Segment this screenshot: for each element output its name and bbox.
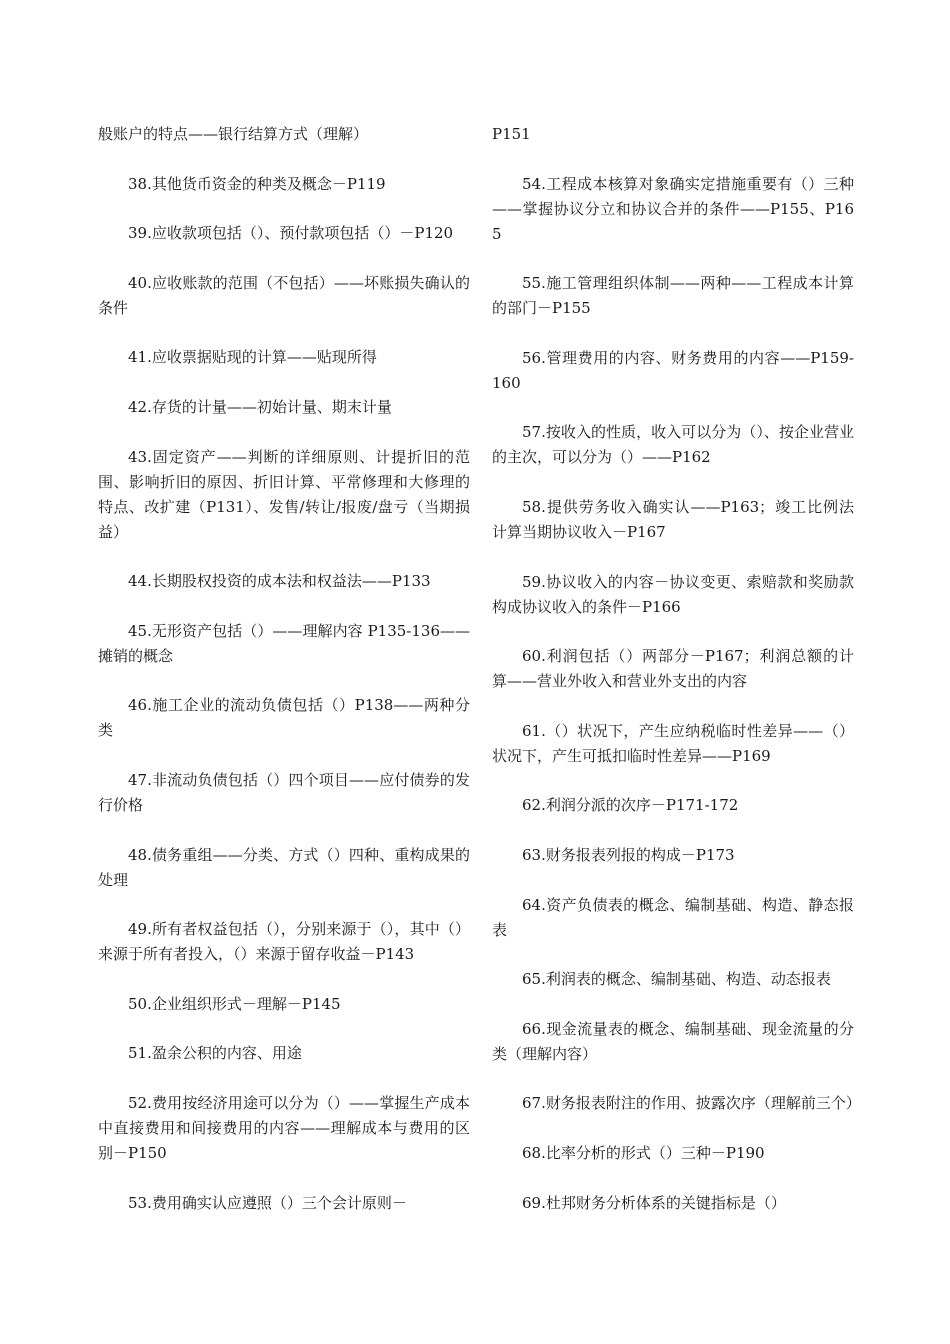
right-column-paragraph: 57.按收入的性质，收入可以分为（）、按企业营业的主次，可以分为（）——P162	[492, 423, 854, 467]
right-column-paragraph: 67.财务报表附注的作用、披露次序（理解前三个）	[522, 1094, 861, 1113]
left-column-paragraph: 44.长期股权投资的成本法和权益法——P133	[128, 572, 431, 591]
right-column-paragraph: 54.工程成本核算对象确实定措施重要有（）三种——掌握协议分立和协议合并的条件——P155、P165	[492, 174, 854, 243]
right-column-paragraph: 56.管理费用的内容、财务费用的内容——P159-160	[492, 348, 854, 392]
right-column-paragraph: 62.利润分派的次序－P171-172	[522, 796, 739, 815]
right-column-paragraph: 58.提供劳务收入确实认——P163；竣工比例法计算当期协议收入－P167	[492, 497, 854, 541]
left-column-paragraph: 38.其他货币资金的种类及概念－P119	[128, 174, 386, 193]
right-column-paragraph: 64.资产负债表的概念、编制基础、构造、静态报表	[492, 895, 854, 939]
left-column-paragraph: 40.应收账款的范围（不包括）——坏账损失确认的条件	[98, 273, 470, 317]
right-column-paragraph: 63.财务报表列报的构成－P173	[522, 845, 735, 864]
left-column-paragraph: 51.盈余公积的内容、用途	[128, 1044, 302, 1063]
left-column	[98, 122, 470, 1240]
left-column-paragraph: 47.非流动负债包括（）四个项目——应付债券的发行价格	[98, 770, 470, 814]
left-column-paragraph: 52.费用按经济用途可以分为（）——掌握生产成本中直接费用和间接费用的内容——理解成本与费用的区别－P150	[98, 1093, 470, 1162]
left-column-paragraph: 41.应收票据贴现的计算——贴现所得	[128, 348, 377, 367]
right-column-paragraph: 66.现金流量表的概念、编制基础、现金流量的分类（理解内容）	[492, 1019, 854, 1063]
left-column-paragraph: 49.所有者权益包括（），分别来源于（），其中（）来源于所有者投入，（）来源于留存收益－P143	[98, 920, 470, 964]
right-column-paragraph: 55.施工管理组织体制——两种——工程成本计算的部门－P155	[492, 274, 854, 318]
right-column-paragraph: 65.利润表的概念、编制基础、构造、动态报表	[522, 970, 831, 989]
left-column-paragraph: 42.存货的计量——初始计量、期末计量	[128, 397, 392, 416]
left-column-paragraph: 53.费用确实认应遵照（）三个会计原则－	[128, 1193, 407, 1212]
right-column-paragraph: 69.杜邦财务分析体系的关键指标是（）	[522, 1193, 786, 1212]
right-column-paragraph: P151	[492, 125, 531, 143]
left-column-paragraph: 48.债务重组——分类、方式（）四种、重构成果的处理	[98, 845, 470, 889]
right-column-paragraph: 60.利润包括（）两部分－P167；利润总额的计算——营业外收入和营业外支出的内容	[492, 647, 854, 691]
right-column	[492, 122, 861, 1240]
right-column-paragraph: 68.比率分析的形式（）三种－P190	[522, 1143, 765, 1162]
left-column-paragraph: 50.企业组织形式－理解－P145	[128, 994, 341, 1013]
left-column-paragraph: 43.固定资产——判断的详细原则、计提折旧的范围、影响折旧的原因、折旧计算、平常修理和大修理的特点、改扩建（P131）、发售/转让/报废/盘亏（当期损益）	[98, 447, 470, 541]
left-column-paragraph: 般账户的特点——银行结算方式（理解）	[98, 125, 369, 143]
left-column-paragraph: 46.施工企业的流动负债包括（）P138——两种分类	[98, 696, 470, 740]
right-column-paragraph: 61.（）状况下，产生应纳税临时性差异——（）状况下，产生可抵扣临时性差异——P169	[492, 721, 854, 765]
right-column-paragraph: 59.协议收入的内容－协议变更、索赔款和奖励款构成协议收入的条件－P166	[492, 572, 854, 616]
left-column-paragraph: 45.无形资产包括（）——理解内容 P135-136——摊销的概念	[98, 621, 470, 665]
left-column-paragraph: 39.应收款项包括（）、预付款项包括（）－P120	[128, 224, 454, 243]
